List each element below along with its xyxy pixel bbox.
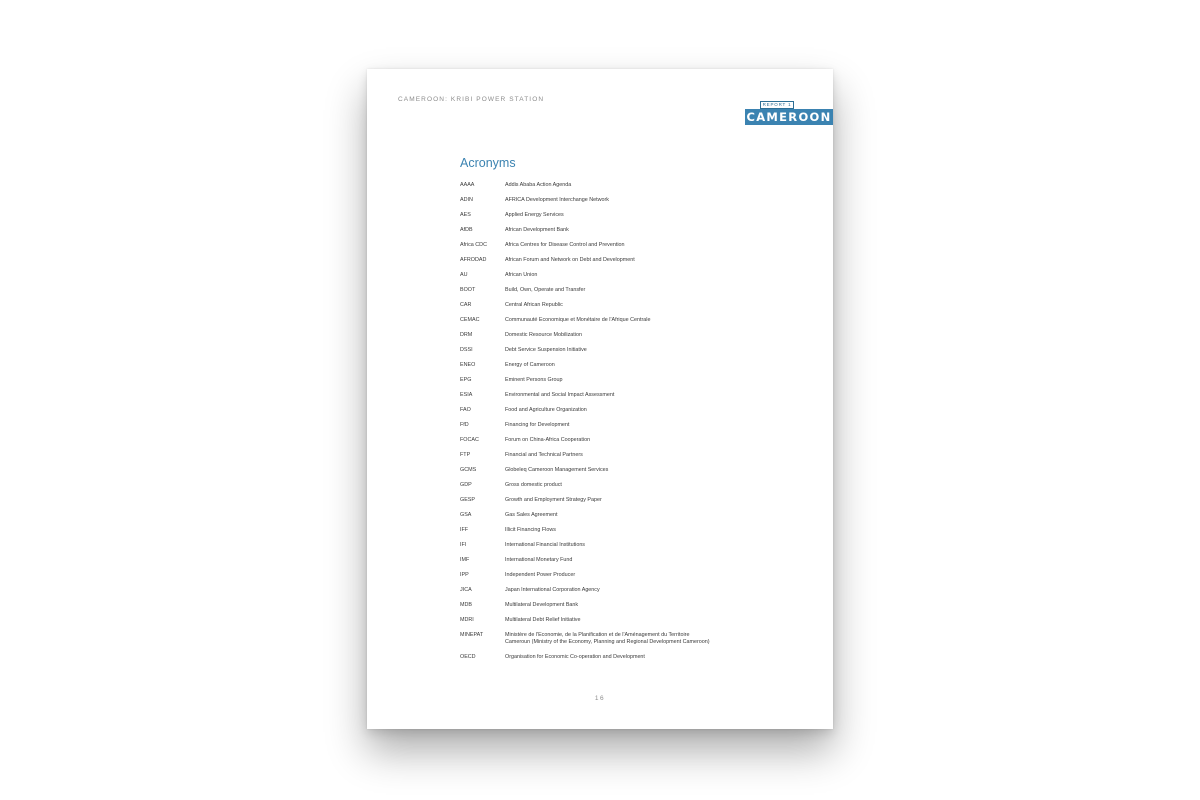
acronym-abbreviation: IFF [460, 527, 469, 533]
acronym-row [460, 197, 800, 204]
acronym-row [460, 272, 800, 279]
running-head: CAMEROON: KRIBI POWER STATION [398, 96, 545, 103]
acronym-abbreviation: ADIN [460, 197, 473, 203]
acronym-row [460, 257, 800, 264]
acronym-abbreviation: IFI [460, 542, 467, 548]
acronym-definition: Build, Own, Operate and Transfer [505, 287, 586, 293]
acronym-definition: Debt Service Suspension Initiative [505, 347, 587, 353]
acronym-definition: Energy of Cameroon [505, 362, 555, 368]
acronym-definition: Globeleq Cameroon Management Services [505, 467, 609, 473]
acronym-definition: African Union [505, 272, 538, 278]
acronym-definition: Central African Republic [505, 302, 563, 308]
acronym-abbreviation: GESP [460, 497, 475, 503]
acronym-row [460, 572, 800, 579]
acronym-abbreviation: FAO [460, 407, 471, 413]
acronym-abbreviation: AU [460, 272, 468, 278]
acronym-definition: Eminent Persons Group [505, 377, 563, 383]
acronym-definition: Environmental and Social Impact Assessment [505, 392, 615, 398]
acronym-definition: Gas Sales Agreement [505, 512, 558, 518]
acronym-abbreviation: OECD [460, 654, 476, 660]
acronym-row [460, 602, 800, 609]
acronym-row [460, 617, 800, 624]
acronym-abbreviation: FOCAC [460, 437, 479, 443]
document-page [367, 69, 833, 729]
acronym-row [460, 362, 800, 369]
acronym-row [460, 452, 800, 459]
acronym-row [460, 182, 800, 189]
acronym-row [460, 632, 800, 646]
acronym-definition: Africa Centres for Disease Control and Prevention [505, 242, 625, 248]
acronym-definition: Japan International Corporation Agency [505, 587, 600, 593]
acronym-definition: Organisation for Economic Co-operation and Development [505, 654, 645, 660]
acronym-abbreviation: AfDB [460, 227, 473, 233]
acronym-definition: Forum on China-Africa Cooperation [505, 437, 591, 443]
acronym-abbreviation: GSA [460, 512, 472, 518]
acronym-abbreviation: BOOT [460, 287, 476, 293]
acronym-list [460, 182, 800, 669]
acronym-definition: Multilateral Development Bank [505, 602, 579, 608]
acronym-row [460, 317, 800, 324]
acronym-definition: Ministère de l'Economie, de la Planification et de l'Aménagement du Territoire Cameroun (Ministry of the Economy, Planning and Regional Development Cameroon) [505, 632, 710, 645]
acronym-row [460, 542, 800, 549]
acronym-row [460, 497, 800, 504]
acronym-row [460, 654, 800, 661]
acronym-row [460, 407, 800, 414]
acronym-abbreviation: EPG [460, 377, 472, 383]
acronym-abbreviation: ENEO [460, 362, 476, 368]
acronym-row [460, 482, 800, 489]
acronym-definition: Financing for Development [505, 422, 570, 428]
page-title: Acronyms [460, 156, 516, 170]
acronym-abbreviation: DSSI [460, 347, 473, 353]
acronym-abbreviation: FTP [460, 452, 471, 458]
acronym-row [460, 287, 800, 294]
acronym-row [460, 332, 800, 339]
acronym-abbreviation: AES [460, 212, 471, 218]
acronym-abbreviation: Africa CDC [460, 242, 487, 248]
acronym-row [460, 422, 800, 429]
acronym-definition: Financial and Technical Partners [505, 452, 583, 458]
acronym-row [460, 512, 800, 519]
acronym-row [460, 302, 800, 309]
acronym-abbreviation: IPP [460, 572, 469, 578]
acronym-row [460, 377, 800, 384]
page-number: 16 [594, 695, 606, 702]
acronym-row [460, 467, 800, 474]
report-badge-label: REPORT 1 [760, 101, 794, 109]
acronym-definition: Illicit Financing Flows [505, 527, 556, 533]
acronym-abbreviation: ESIA [460, 392, 473, 398]
acronym-definition: Domestic Resource Mobilization [505, 332, 582, 338]
acronym-definition: Gross domestic product [505, 482, 562, 488]
acronym-row [460, 212, 800, 219]
acronym-abbreviation: FfD [460, 422, 469, 428]
acronym-abbreviation: CAR [460, 302, 472, 308]
report-badge-country: CAMEROON [746, 110, 832, 124]
acronym-abbreviation: IMF [460, 557, 470, 563]
acronym-definition: Addis Ababa Action Agenda [505, 182, 572, 188]
acronym-definition: Growth and Employment Strategy Paper [505, 497, 602, 503]
acronym-definition: Food and Agriculture Organization [505, 407, 587, 413]
acronym-definition: Independent Power Producer [505, 572, 576, 578]
acronym-row [460, 347, 800, 354]
acronym-definition: International Financial Institutions [505, 542, 586, 548]
acronym-definition: Multilateral Debt Relief Initiative [505, 617, 581, 623]
acronym-definition: International Monetary Fund [505, 557, 573, 563]
acronym-abbreviation: MDRI [460, 617, 474, 623]
acronym-row [460, 242, 800, 249]
report-badge [745, 101, 833, 125]
acronym-abbreviation: MINEPAT [460, 632, 484, 638]
acronym-definition: Communauté Economique et Monétaire de l'Afrique Centrale [505, 317, 651, 323]
acronym-abbreviation: GCMS [460, 467, 477, 473]
acronym-definition: African Development Bank [505, 227, 569, 233]
acronym-definition: AFRICA Development Interchange Network [505, 197, 609, 203]
acronym-abbreviation: AFRODAD [460, 257, 487, 263]
acronym-abbreviation: CEMAC [460, 317, 480, 323]
acronym-row [460, 392, 800, 399]
acronym-abbreviation: DRM [460, 332, 473, 338]
acronym-row [460, 227, 800, 234]
acronym-abbreviation: GDP [460, 482, 472, 488]
acronym-row [460, 437, 800, 444]
acronym-row [460, 527, 800, 534]
acronym-abbreviation: MDB [460, 602, 472, 608]
acronym-definition: Applied Energy Services [505, 212, 564, 218]
acronym-abbreviation: AAAA [460, 182, 475, 188]
acronym-row [460, 587, 800, 594]
acronym-abbreviation: JICA [460, 587, 472, 593]
acronym-definition: African Forum and Network on Debt and Development [505, 257, 635, 263]
acronym-row [460, 557, 800, 564]
